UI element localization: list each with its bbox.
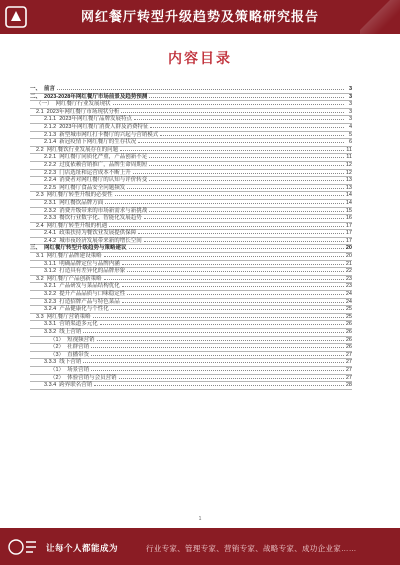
toc-entry-label: 跨界联名营销 — [59, 382, 93, 389]
toc-entry[interactable] — [30, 154, 352, 162]
toc-entry[interactable] — [30, 208, 352, 216]
toc-entry-number: 2.3.3 — [44, 215, 57, 222]
toc-entry[interactable] — [30, 86, 352, 94]
toc-leader-dots — [144, 215, 344, 219]
toc-entry-label: 网红餐厅转型升级的必要性 — [46, 192, 113, 199]
toc-entry-page: 20 — [345, 245, 352, 252]
toc-entry-label: 网红餐厅同质化严重，产品创新不足 — [59, 154, 148, 161]
toc-entry[interactable] — [30, 162, 352, 170]
toc-leader-dots — [129, 245, 344, 249]
toc-entry[interactable] — [30, 321, 352, 329]
toc-entry-label: 明确品牌定位与品牌内涵 — [59, 260, 120, 267]
toc-entry-page: 24 — [345, 298, 352, 305]
toc-entry[interactable] — [30, 116, 352, 124]
toc-entry[interactable] — [30, 283, 352, 291]
footer-logo-icon — [6, 534, 40, 560]
toc-entry-page: 17 — [345, 230, 352, 237]
toc-entry-number: 一、 — [30, 86, 42, 92]
toc-entry-number: 3.1.1 — [44, 260, 57, 267]
toc-entry-label: 过度依赖营销推广，品牌生命周期短 — [59, 161, 148, 168]
toc-leader-dots — [122, 261, 344, 265]
toc-entry[interactable] — [30, 253, 352, 261]
toc-entry-label: 2023年网红餐厅消费人群及消费特征 — [59, 123, 149, 130]
toc-entry-number: 3.3.2 — [44, 329, 57, 335]
toc-leader-dots — [105, 200, 344, 204]
toc-entry-number: 3.2.1 — [44, 283, 57, 290]
toc-entry-page: 13 — [345, 177, 352, 184]
toc-entry-label: 餐饮行业数字化、智能化发展趋势 — [59, 215, 142, 222]
toc-entry-label: 网红餐厅营销策略 — [46, 313, 91, 320]
toc-entry-label: 政策扶持为餐饮业发展提供保障 — [59, 230, 137, 237]
toc-entry-page: 16 — [345, 215, 352, 222]
toc-entry-page: 15 — [345, 207, 352, 214]
toc-row-divider — [30, 389, 352, 390]
toc-entry-label: 城市夜经济发展带来新的增长空间 — [59, 237, 142, 244]
toc-entry-number: 2.2 — [36, 146, 44, 153]
toc-entry-label: 2023-2028年网红餐厅市场前景及趋势预测 — [44, 93, 148, 100]
toc-entry-label: 打造招牌产品与特色菜品 — [59, 298, 120, 305]
toc-entry-label: 体验营销与会员营销 — [67, 374, 117, 381]
toc-entry-number: 2.1.3 — [44, 131, 57, 138]
toc-entry-label: 场景营销 — [67, 366, 90, 373]
toc-entry-number: （3） — [50, 351, 65, 358]
toc-leader-dots — [138, 230, 344, 234]
toc-entry[interactable] — [30, 291, 352, 299]
toc-entry-page: 27 — [345, 351, 352, 358]
toc-entry-label: 新冠疫情下网红餐厅的生存状况 — [59, 139, 137, 146]
toc-entry-page: 12 — [345, 169, 352, 176]
toc-entry-number: 3.1 — [36, 253, 44, 260]
toc-entry-number: 二、 — [30, 93, 42, 100]
footer-slogan: 让每个人都能成为 — [46, 543, 119, 553]
toc-leader-dots — [91, 344, 344, 348]
toc-entry[interactable] — [30, 359, 352, 367]
toc-entry-number: 2.2.2 — [44, 161, 57, 168]
toc-entry[interactable] — [30, 200, 352, 208]
toc-entry-number: 3.3.1 — [44, 321, 57, 328]
toc-leader-dots — [104, 276, 344, 280]
header-bar — [0, 0, 400, 34]
toc-leader-dots — [97, 337, 344, 341]
toc-entry-label: 网红餐厅品牌建设策略 — [46, 253, 102, 260]
toc-entry-page: 23 — [345, 283, 352, 290]
toc-leader-dots — [93, 314, 344, 318]
toc-leader-dots — [113, 101, 344, 105]
toc-entry-page: 25 — [345, 313, 352, 320]
toc-leader-dots — [133, 170, 344, 174]
toc-entry-page: 23 — [345, 275, 352, 282]
toc-entry-label: 打造具有差异化的品牌形象 — [59, 268, 126, 275]
toc-leader-dots — [83, 359, 344, 363]
toc-leader-dots — [122, 283, 344, 287]
toc-entry-label: 门店选址和运营成本不断上升 — [59, 169, 131, 176]
footer-bar — [0, 528, 400, 565]
toc-entry-number: （1） — [50, 366, 65, 373]
toc-entry-label: 短视频营销 — [67, 336, 95, 343]
toc-entry[interactable] — [30, 367, 352, 375]
toc-leader-dots — [109, 223, 344, 227]
toc-entry-number: 2.2.4 — [44, 177, 57, 184]
toc-entry-label: 直播带货 — [67, 351, 90, 358]
toc-entry[interactable] — [30, 192, 352, 200]
toc-entry-page: 5 — [348, 131, 352, 138]
toc-entry-label: 社群营销 — [67, 344, 90, 351]
toc-entry-label: 消费升级带来的市场新需求与新挑战 — [59, 207, 148, 214]
toc-entry-page: 22 — [345, 268, 352, 275]
toc-entry-label: 2023年网红餐厅市场现状分析 — [46, 108, 120, 115]
toc-entry-label: 网红餐厅转型升级的机遇 — [46, 222, 108, 229]
toc-leader-dots — [57, 86, 344, 90]
toc-leader-dots — [120, 147, 344, 151]
toc-entry-number: 2.3.1 — [44, 199, 57, 206]
toc-entry-page: 26 — [345, 329, 352, 335]
toc-entry-label: 前言 — [44, 86, 56, 92]
toc-entry-label: 产品健康化与个性化 — [59, 306, 109, 313]
toc-leader-dots — [149, 154, 344, 158]
toc-leader-dots — [115, 192, 344, 196]
toc-entry-page: 24 — [345, 291, 352, 298]
toc-entry-number: 3.2 — [36, 275, 44, 282]
toc-entry-page: 25 — [345, 306, 352, 313]
toc-entry[interactable] — [30, 124, 352, 132]
toc-entry-label: 网红餐饮品牌方面 — [59, 199, 104, 206]
toc-entry-page: 17 — [345, 222, 352, 229]
toc-entry-number: 2.4.1 — [44, 230, 57, 237]
toc-entry-page: 13 — [345, 184, 352, 191]
toc-entry-page: 3 — [348, 101, 352, 108]
toc-entry[interactable] — [30, 329, 352, 337]
toc-leader-dots — [127, 268, 344, 272]
toc-entry-page: 4 — [348, 123, 352, 130]
toc-leader-dots — [149, 94, 344, 98]
toc-entry-page: 12 — [345, 161, 352, 168]
toc-entry-page: 14 — [345, 192, 352, 199]
toc-entry-number: 2.3 — [36, 192, 44, 199]
toc-entry-number: （一） — [36, 101, 53, 108]
toc-entry-number: 2.4.2 — [44, 237, 57, 244]
toc-entry-number: 2.1.1 — [44, 116, 57, 123]
toc-leader-dots — [149, 208, 344, 212]
page-number: 1 — [198, 516, 202, 522]
toc-entry[interactable] — [30, 215, 352, 223]
toc-leader-dots — [91, 367, 344, 371]
toc-entry-number: （1） — [50, 336, 65, 343]
toc-entry-number: （2） — [50, 374, 65, 381]
toc-entry-page: 26 — [345, 336, 352, 343]
toc-entry-page: 27 — [345, 374, 352, 381]
toc-entry-number: 3.2.4 — [44, 306, 57, 313]
toc-entry[interactable] — [30, 230, 352, 238]
toc-entry-number: 三、 — [30, 245, 42, 252]
toc-entry-page: 21 — [345, 260, 352, 267]
toc-entry-label: 网红餐厅食品安全问题频发 — [59, 184, 126, 191]
toc-entry-number: 3.2.3 — [44, 298, 57, 305]
report-title: 网红餐厅转型升级趋势及策略研究报告 — [80, 9, 319, 24]
toc-leader-dots — [104, 253, 344, 257]
toc-entry[interactable] — [30, 101, 352, 109]
toc-entry-page: 26 — [345, 321, 352, 328]
toc-leader-dots — [119, 375, 344, 379]
toc-entry-number: 2.4 — [36, 222, 44, 229]
toc-leader-dots — [138, 139, 344, 143]
toc-entry[interactable] — [30, 177, 352, 185]
toc-entry-label: 网红餐厅转型升级趋势与策略建议 — [44, 245, 127, 252]
toc-entry-number: （2） — [50, 344, 65, 351]
toc-entry-label: 线上营销 — [59, 329, 82, 335]
toc-heading: 内容目录 — [168, 50, 232, 66]
toc-entry-number: 3.3 — [36, 313, 44, 320]
toc-entry-page: 3 — [348, 86, 352, 92]
toc-leader-dots — [127, 185, 344, 189]
toc-entry-page: 3 — [348, 116, 352, 123]
toc-entry[interactable] — [30, 306, 352, 314]
toc-entry-number: 2.2.5 — [44, 184, 57, 191]
toc-leader-dots — [150, 124, 344, 128]
toc-entry-number: 2.2.3 — [44, 169, 57, 176]
toc-entry-number: 2.3.2 — [44, 207, 57, 214]
toc-entry-label: 2023年网红餐厅品牌发展特点 — [59, 116, 132, 123]
toc-entry[interactable] — [30, 245, 352, 253]
footer-tagline: 行业专家、管理专家、营销专家、战略专家、成功企业家…… — [146, 544, 357, 553]
toc-leader-dots — [160, 132, 344, 136]
toc-entry-number: 3.3.3 — [44, 359, 57, 366]
toc-entry-label: 营销渠道多元化 — [59, 321, 98, 328]
toc-leader-dots — [122, 299, 344, 303]
toc-entry-label: 线下营销 — [59, 359, 82, 366]
toc-entry-number: 3.3.4 — [44, 382, 57, 389]
toc-entry-page: 28 — [345, 382, 352, 389]
toc-entry-page: 3 — [348, 93, 352, 100]
toc-leader-dots — [83, 329, 344, 333]
toc-entry-number: 3.2.2 — [44, 291, 57, 298]
toc-entry-label: 消费者对网红餐厅的认知与评价转变 — [59, 177, 148, 184]
toc-entry-page: 27 — [345, 366, 352, 373]
toc-entry-label: 新型城市网红打卡餐厅的兴起与营销模式 — [59, 131, 159, 138]
toc-entry-number: 2.1.2 — [44, 123, 57, 130]
toc-entry-page: 27 — [345, 359, 352, 366]
toc-entry-page: 6 — [348, 139, 352, 146]
toc-entry-page: 17 — [345, 237, 352, 244]
toc-entry-number: 2.1 — [36, 108, 44, 115]
toc-entry-page: 11 — [346, 154, 352, 161]
toc-leader-dots — [144, 238, 344, 242]
toc-entry[interactable] — [30, 344, 352, 352]
toc-entry-number: 2.1.4 — [44, 139, 57, 146]
toc-leader-dots — [121, 109, 344, 113]
toc-entry-label: 网红餐厅行业发展现状 — [55, 101, 111, 108]
table-of-contents — [30, 86, 352, 390]
toc-entry-label: 网红餐饮行业发展存在的问题 — [46, 146, 119, 153]
toc-leader-dots — [111, 306, 344, 310]
toc-leader-dots — [134, 116, 344, 120]
toc-leader-dots — [149, 162, 344, 166]
toc-leader-dots — [94, 382, 344, 386]
toc-entry-page: 11 — [346, 146, 352, 153]
toc-entry[interactable] — [30, 139, 352, 147]
toc-entry[interactable] — [30, 268, 352, 276]
toc-entry-label: 网红餐厅产品创新策略 — [46, 275, 102, 282]
toc-leader-dots — [149, 177, 344, 181]
toc-entry-page: 26 — [345, 344, 352, 351]
toc-entry-number: 2.2.1 — [44, 154, 57, 161]
toc-entry-page: 14 — [345, 199, 352, 206]
toc-entry-number: 3.1.2 — [44, 268, 57, 275]
toc-entry[interactable] — [30, 382, 352, 390]
toc-leader-dots — [127, 291, 344, 295]
toc-entry-label: 产品研发与菜品结构优化 — [59, 283, 120, 290]
toc-entry-page: 20 — [345, 253, 352, 260]
toc-leader-dots — [91, 352, 344, 356]
toc-entry[interactable] — [30, 170, 352, 178]
toc-leader-dots — [100, 321, 344, 325]
toc-entry-page: 3 — [348, 108, 352, 115]
toc-entry-label: 提升产品品质与口味稳定性 — [59, 291, 126, 298]
header-decoration — [360, 0, 400, 34]
